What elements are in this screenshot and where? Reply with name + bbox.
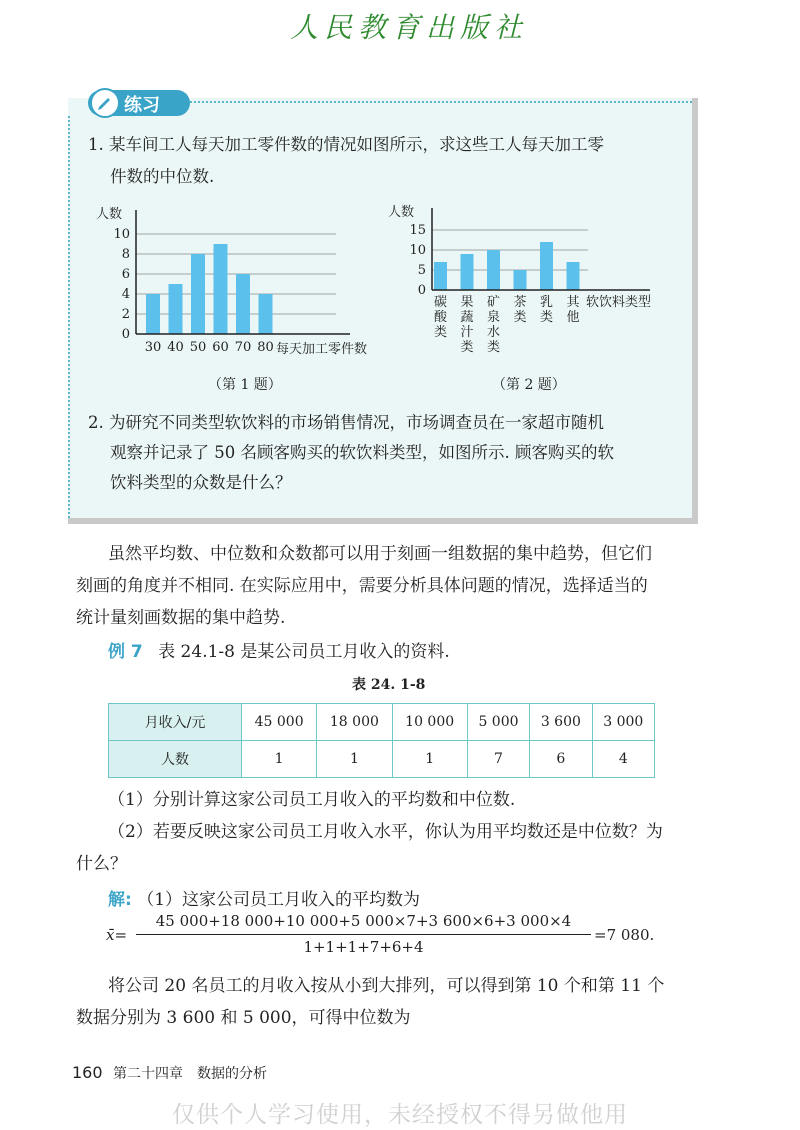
table-cell: 5 000 (467, 704, 529, 741)
bar (540, 242, 553, 290)
table-cell: 10 000 (392, 704, 467, 741)
q2-line3: 饮料类型的众数是什么？ (110, 473, 292, 492)
x-tick-label: 果 (460, 295, 474, 310)
x-tick-label: 80 (257, 340, 274, 355)
bar (434, 262, 447, 290)
x-tick-label: 类 (513, 310, 527, 325)
exercise-left-dotted-line (68, 116, 70, 518)
chapter-title: 第二十四章 数据的分析 (113, 1066, 267, 1082)
table-header-income: 月收入/元 (109, 704, 242, 741)
chart-1-bars (146, 244, 273, 334)
fig1-caption: （第 1 题） (208, 377, 282, 393)
x-tick-label: 他 (566, 310, 580, 325)
x-tick-label: 类 (433, 325, 448, 340)
table-row (109, 741, 655, 778)
solution-text: （1）这家公司员工月收入的平均数为 (137, 890, 421, 910)
x-tick-label: 50 (189, 340, 207, 355)
table-cell: 3 600 (530, 704, 592, 741)
bar (259, 294, 273, 334)
x-tick-label: 40 (167, 340, 184, 355)
table-header-count: 人数 (109, 741, 242, 778)
x-tick-label: 酸 (433, 310, 448, 325)
y-tick-label: 6 (121, 267, 130, 282)
table-cell: 6 (530, 741, 592, 778)
x-tick-label: 汁 (460, 325, 474, 340)
exercise-tag-label: 练习 (124, 95, 160, 116)
x-tick-label: 30 (144, 340, 162, 355)
formula-lhs: x̄= (106, 926, 128, 944)
para1-line1: 虽然平均数、中位数和众数都可以用于刻画一组数据的集中趋势，但它们 (108, 544, 652, 564)
x-tick-label: 蔬 (460, 310, 474, 325)
solution-label: 解: (108, 890, 132, 910)
table-title: 表 24. 1-8 (352, 677, 426, 693)
exercise-top-dotted-line (190, 101, 692, 103)
sub-question-1: （1）分别计算这家公司员工月收入的平均数和中位数. (108, 790, 516, 810)
q1-line1: 1. 某车间工人每天加工零件数的情况如图所示，求这些工人每天加工零 (88, 135, 604, 154)
bar (214, 244, 228, 334)
bar (146, 294, 160, 334)
y-tick-label: 2 (121, 307, 130, 322)
y-tick-label: 0 (417, 283, 426, 298)
y-tick-label: 0 (121, 327, 130, 342)
q2-line1: 2. 为研究不同类型软饮料的市场销售情况，市场调查员在一家超市随机 (88, 413, 604, 432)
x-tick-label: 茶 (513, 295, 527, 310)
q2-line2: 观察并记录了 50 名顾客购买的软饮料类型，如图所示. 顾客购买的软 (110, 443, 614, 462)
bar (514, 270, 527, 290)
x-tick-label: 类 (460, 340, 474, 355)
x-tick-label: 类 (539, 310, 554, 325)
table-cell: 18 000 (317, 704, 392, 741)
x-tick-label: 水 (486, 325, 501, 340)
table-cell: 1 (392, 741, 467, 778)
bar (236, 274, 250, 334)
chart-2-grid (432, 230, 588, 270)
table-cell: 4 (592, 741, 654, 778)
y-tick-label: 4 (121, 287, 130, 302)
para1-line3: 统计量刻画数据的集中趋势. (76, 608, 286, 628)
x-tick-label: 乳 (539, 295, 554, 310)
bar (567, 262, 580, 290)
chart-1-xlabel: 每天加工零件数 (276, 342, 368, 357)
table-cell: 3 000 (592, 704, 654, 741)
example-7-label: 例 7 (108, 642, 143, 662)
y-tick-label: 15 (409, 223, 426, 238)
pencil-icon (90, 88, 120, 118)
y-tick-label: 5 (417, 263, 426, 278)
sub-question-2-line2: 什么？ (76, 854, 127, 874)
y-tick-label: 10 (113, 227, 130, 242)
table-row (109, 704, 655, 741)
sub-question-2-line1: （2）若要反映这家公司员工月收入水平，你认为用平均数还是中位数？为 (108, 822, 663, 842)
q1-line2: 件数的中位数. (110, 167, 215, 186)
x-tick-label: 碳 (433, 295, 448, 310)
table-cell: 45 000 (242, 704, 317, 741)
x-tick-label: 类 (486, 340, 501, 355)
formula-numerator: 45 000+18 000+10 000+5 000×7+3 600×6+3 000×4 (155, 912, 572, 930)
para2-line1: 将公司 20 名员工的月收入按从小到大排列，可以得到第 10 个和第 11 个 (108, 976, 665, 996)
x-tick-label: 60 (212, 340, 229, 355)
x-tick-label: 70 (234, 340, 252, 355)
income-table (108, 703, 655, 778)
y-tick-label: 8 (121, 247, 130, 262)
bar (191, 254, 205, 334)
formula-result: =7 080. (594, 926, 655, 944)
y-tick-label: 10 (409, 243, 426, 258)
table-cell: 1 (242, 741, 317, 778)
table-cell: 1 (317, 741, 392, 778)
bar (169, 284, 183, 334)
watermark: 仅供个人学习使用，未经授权不得另做他用 (172, 1102, 628, 1128)
bar (461, 254, 474, 290)
x-tick-label: 矿 (486, 295, 501, 310)
para2-line2: 数据分别为 3 600 和 5 000，可得中位数为 (76, 1008, 411, 1028)
chart-1-ylabel: 人数 (96, 207, 123, 222)
fig2-caption: （第 2 题） (492, 377, 566, 393)
example-7-text: 表 24.1-8 是某公司员工月收入的资料. (158, 642, 450, 662)
para1-line2: 刻画的角度并不相同. 在实际应用中，需要分析具体问题的情况，选择适当的 (76, 576, 648, 596)
chart-2 (388, 200, 678, 365)
x-tick-label: 泉 (486, 310, 501, 325)
chart-2-xlabel: 软饮料类型 (586, 295, 652, 310)
publisher-logo: 人民教育出版社 (290, 11, 529, 44)
page-footer (72, 1063, 267, 1083)
chart-1 (90, 200, 400, 370)
page-number: 160 (72, 1063, 103, 1082)
chart-2-bars (434, 242, 580, 290)
fraction-bar (136, 934, 591, 935)
table-cell: 7 (467, 741, 529, 778)
formula-denominator: 1+1+1+7+6+4 (303, 938, 424, 956)
x-tick-label: 其 (566, 295, 580, 310)
chart-2-ylabel: 人数 (388, 205, 415, 220)
bar (487, 250, 500, 290)
